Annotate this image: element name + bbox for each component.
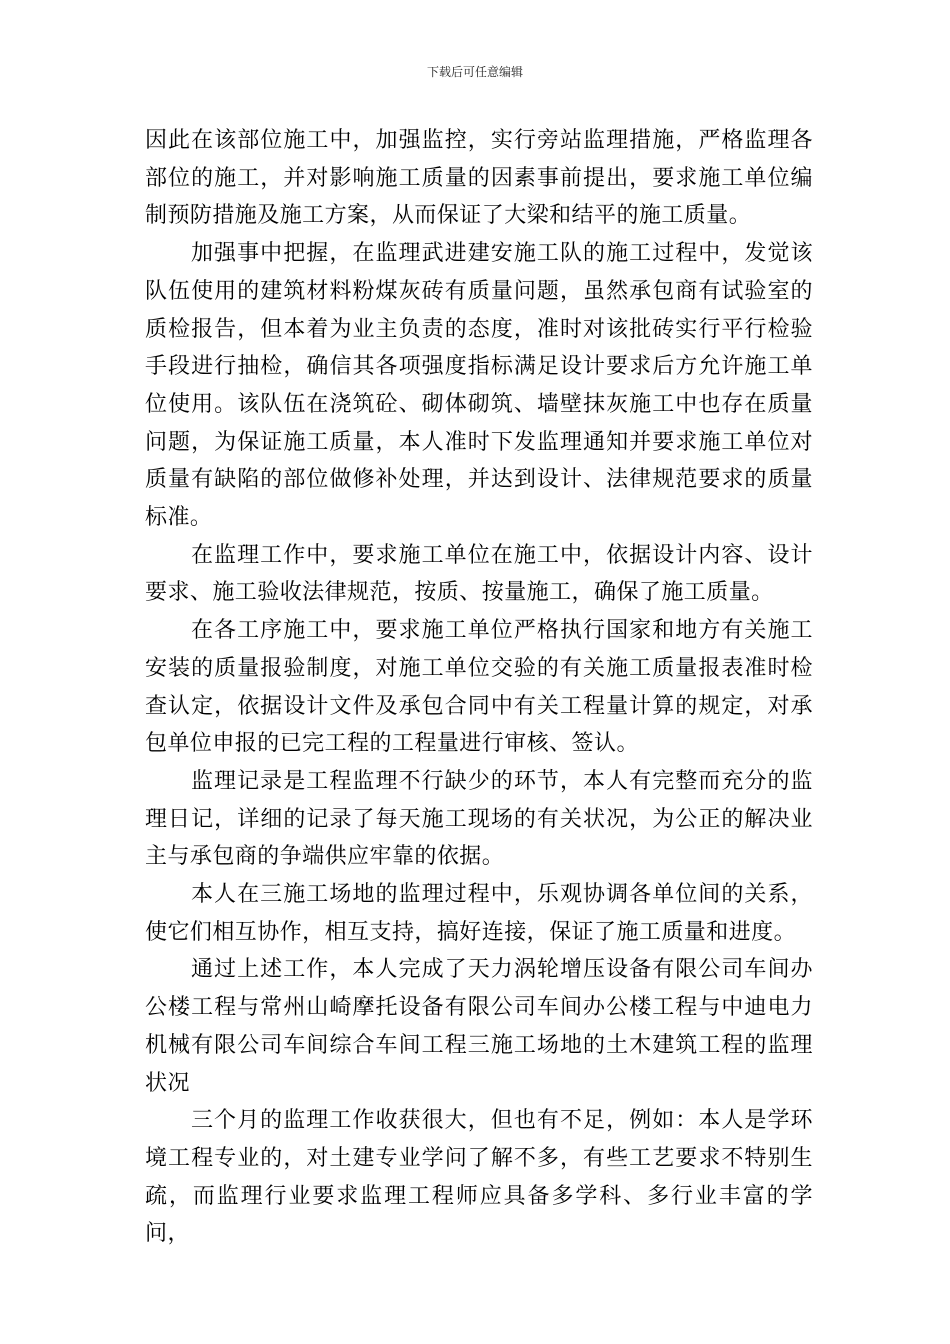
paragraph-1: 因此在该部位施工中，加强监控，实行旁站监理措施，严格监理各部位的施工，并对影响施工质量的因素事前提出，要求施工单位编制预防措施及施工方案，从而保证了大梁和结平的施工质量。 bbox=[145, 128, 813, 229]
paragraph-7: 通过上述工作，本人完成了天力涡轮增压设备有限公司车间办公楼工程与常州山崎摩托设备有限公司车间办公楼工程与中迪电力机械有限公司车间综合车间工程三施工场地的土木建筑工程的监理状况 bbox=[145, 957, 813, 1096]
document-body bbox=[145, 122, 813, 1253]
page-header: 下载后可任意编辑 bbox=[426, 65, 523, 79]
paragraph-8: 三个月的监理工作收获很大，但也有不足，例如：本人是学环境工程专业的，对土建专业学问了解不多，有些工艺要求不特别生疏，而监理行业要求监理工程师应具备多学科、多行业丰富的学问， bbox=[145, 1108, 813, 1247]
paragraph-2: 加强事中把握，在监理武进建安施工队的施工过程中，发觉该队伍使用的建筑材料粉煤灰砖有质量问题，虽然承包商有试验室的质检报告，但本着为业主负责的态度，准时对该批砖实行平行检验手段进行抽检，确信其各项强度指标满足设计要求后方允许施工单位使用。该队伍在浇筑砼、砌体砌筑、墙壁抹灰施工中也存在质量问题，为保证施工质量，本人准时下发监理通知并要求施工单位对质量有缺陷的部位做修补处理，并达到设计、法律规范要求的质量标准。 bbox=[145, 241, 813, 531]
paragraph-4: 在各工序施工中，要求施工单位严格执行国家和地方有关施工安装的质量报验制度，对施工单位交验的有关施工质量报表准时检查认定，依据设计文件及承包合同中有关工程量计算的规定，对承包单位申报的已完工程的工程量进行审核、签认。 bbox=[145, 618, 813, 757]
paragraph-3: 在监理工作中，要求施工单位在施工中，依据设计内容、设计要求、施工验收法律规范，按质、按量施工，确保了施工质量。 bbox=[145, 542, 813, 606]
paragraph-5: 监理记录是工程监理不行缺少的环节，本人有完整而充分的监理日记，详细的记录了每天施工现场的有关状况，为公正的解决业主与承包商的争端供应牢靠的依据。 bbox=[145, 768, 813, 870]
paragraph-6: 本人在三施工场地的监理过程中，乐观协调各单位间的关系，使它们相互协作，相互支持，搞好连接，保证了施工质量和进度。 bbox=[145, 882, 813, 945]
